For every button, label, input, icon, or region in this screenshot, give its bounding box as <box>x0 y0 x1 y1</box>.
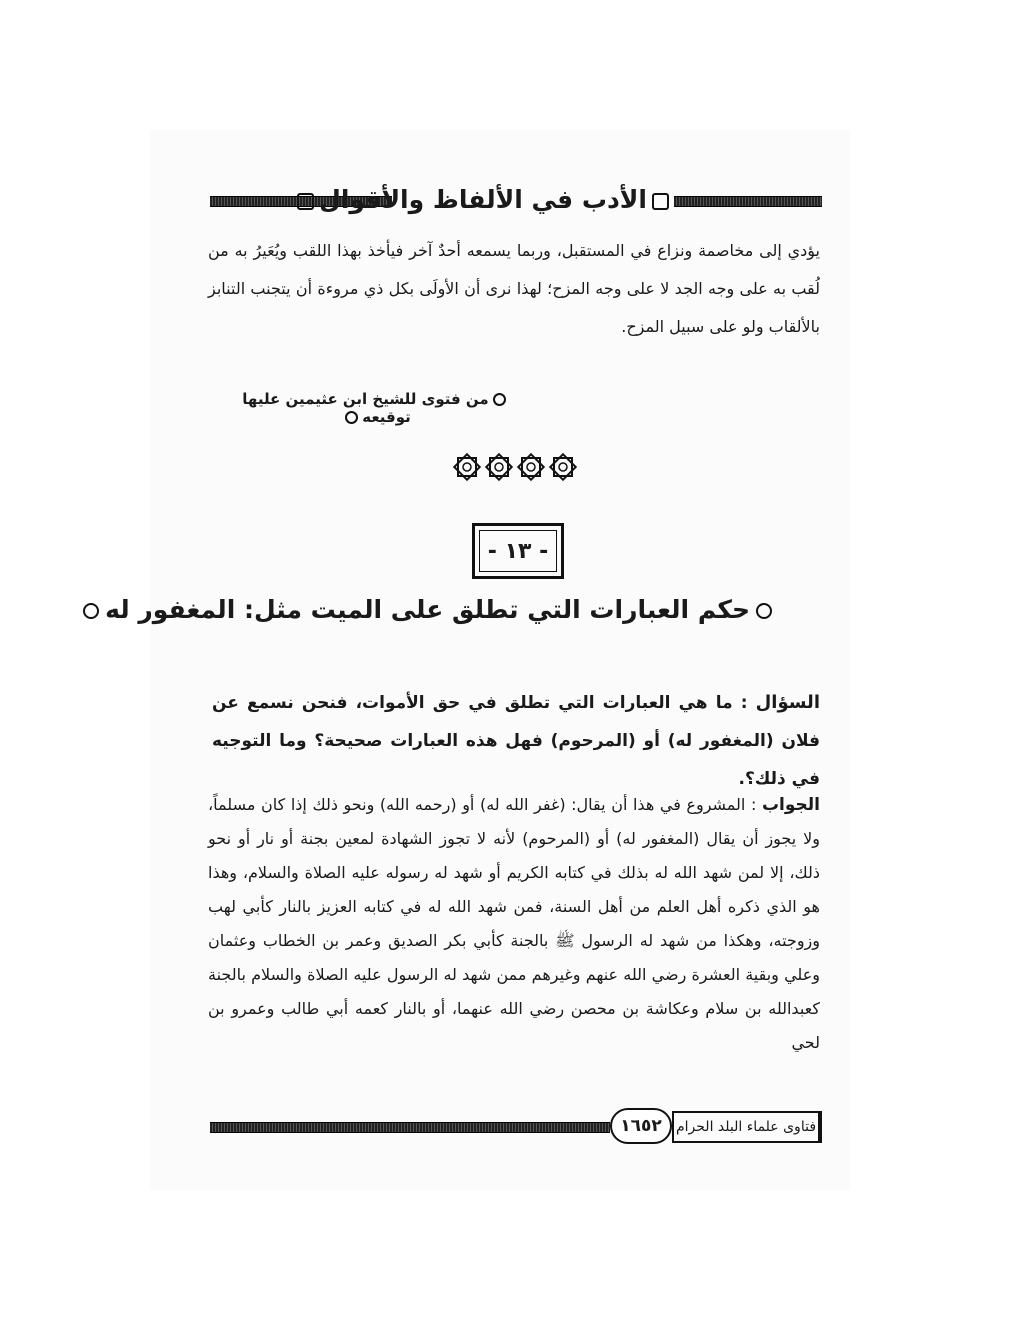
hollow-square-icon <box>652 193 669 210</box>
fatwa-source <box>226 390 526 426</box>
section-title: حكم العبارات التي تطلق على الميت مثل: المغفور له <box>105 595 750 624</box>
question-text: : ما هي العبارات التي تطلق في حق الأموات، فنحن نسمع عن فلان (المغفور له) أو (المرحوم) فهل هذه العبارات صحيحة؟ وما التوجيه في ذلك؟. <box>212 693 820 789</box>
answer-text: : المشروع في هذا أن يقال: (غفر الله له) أو (رحمه الله) ونحو ذلك إذا كان مسلماً، ولا يجوز أن يقال (المغفور له) أو (المرحوم) لأنه لا تجوز الشهادة لمعين بجنة أو نار أو نحو ذلك، إلا لمن شهد الله له بذلك في كتابه الكريم أو شهد له رسوله عليه الصلاة والسلام، وهذا هو الذي ذكره أهل العلم من أهل السنة، فمن شهد الله له في كتابه العزيز بالنار كأبي لهب وزوجته، وهكذا من شهد له الرسول ﷺ بالجنة كأبي بكر الصديق وعمر بن الخطاب وعثمان وعلي وبقية العشرة رضي الله عنهم وغيرهم ممن شهد له الرسول عليه الصلاة والسلام بالجنة كعبدالله بن سلام وعكاشة بن محصن رضي الله عنهما، أو بالنار كعمه أبي طالب وعمرو بن لحي <box>208 795 820 1052</box>
answer-block <box>208 788 820 1060</box>
answer-label: الجواب <box>761 795 820 815</box>
page-footer <box>210 1108 825 1150</box>
hollow-circle-icon <box>493 393 506 406</box>
octagram-ornament-icon <box>484 452 514 482</box>
hollow-circle-icon <box>83 603 99 619</box>
octagram-ornament-icon <box>516 452 546 482</box>
header-title: الأدب في الألفاظ والأقوال <box>319 185 647 214</box>
hollow-circle-icon <box>756 603 772 619</box>
octagram-ornament-icon <box>452 452 482 482</box>
intro-paragraph: يؤدي إلى مخاصمة ونزاع في المستقبل، وربما يسمعه أحدٌ آخر فيأخذ بهذا اللقب ويُعَيرُ به من لُقب به على وجه الجد لا على وجه المزح؛ لهذا نرى أن الأولَى بكل ذي مروءة أن يتجنب التنابز بالألقاب ولو على سبيل المزح. <box>208 241 820 336</box>
page-number: ١٦٥٢ <box>610 1108 672 1144</box>
header-rule-right <box>674 196 822 207</box>
header-title-wrap <box>319 180 674 220</box>
footer-rule <box>210 1122 610 1133</box>
fatwa-source-text: من فتوى للشيخ ابن عثيمين عليها توقيعه <box>242 390 489 426</box>
section-divider-ornaments <box>452 452 580 484</box>
question-block <box>212 684 820 798</box>
page-header <box>210 180 822 220</box>
section-title-wrap <box>105 588 778 632</box>
octagram-ornament-icon <box>548 452 578 482</box>
book-title: فتاوى علماء البلد الحرام <box>672 1111 822 1143</box>
section-number: - ١٣ - <box>479 530 557 572</box>
question-label: السؤال <box>755 692 820 713</box>
hollow-circle-icon <box>345 411 358 424</box>
section-number-box <box>472 523 564 579</box>
hollow-square-icon <box>297 193 314 210</box>
